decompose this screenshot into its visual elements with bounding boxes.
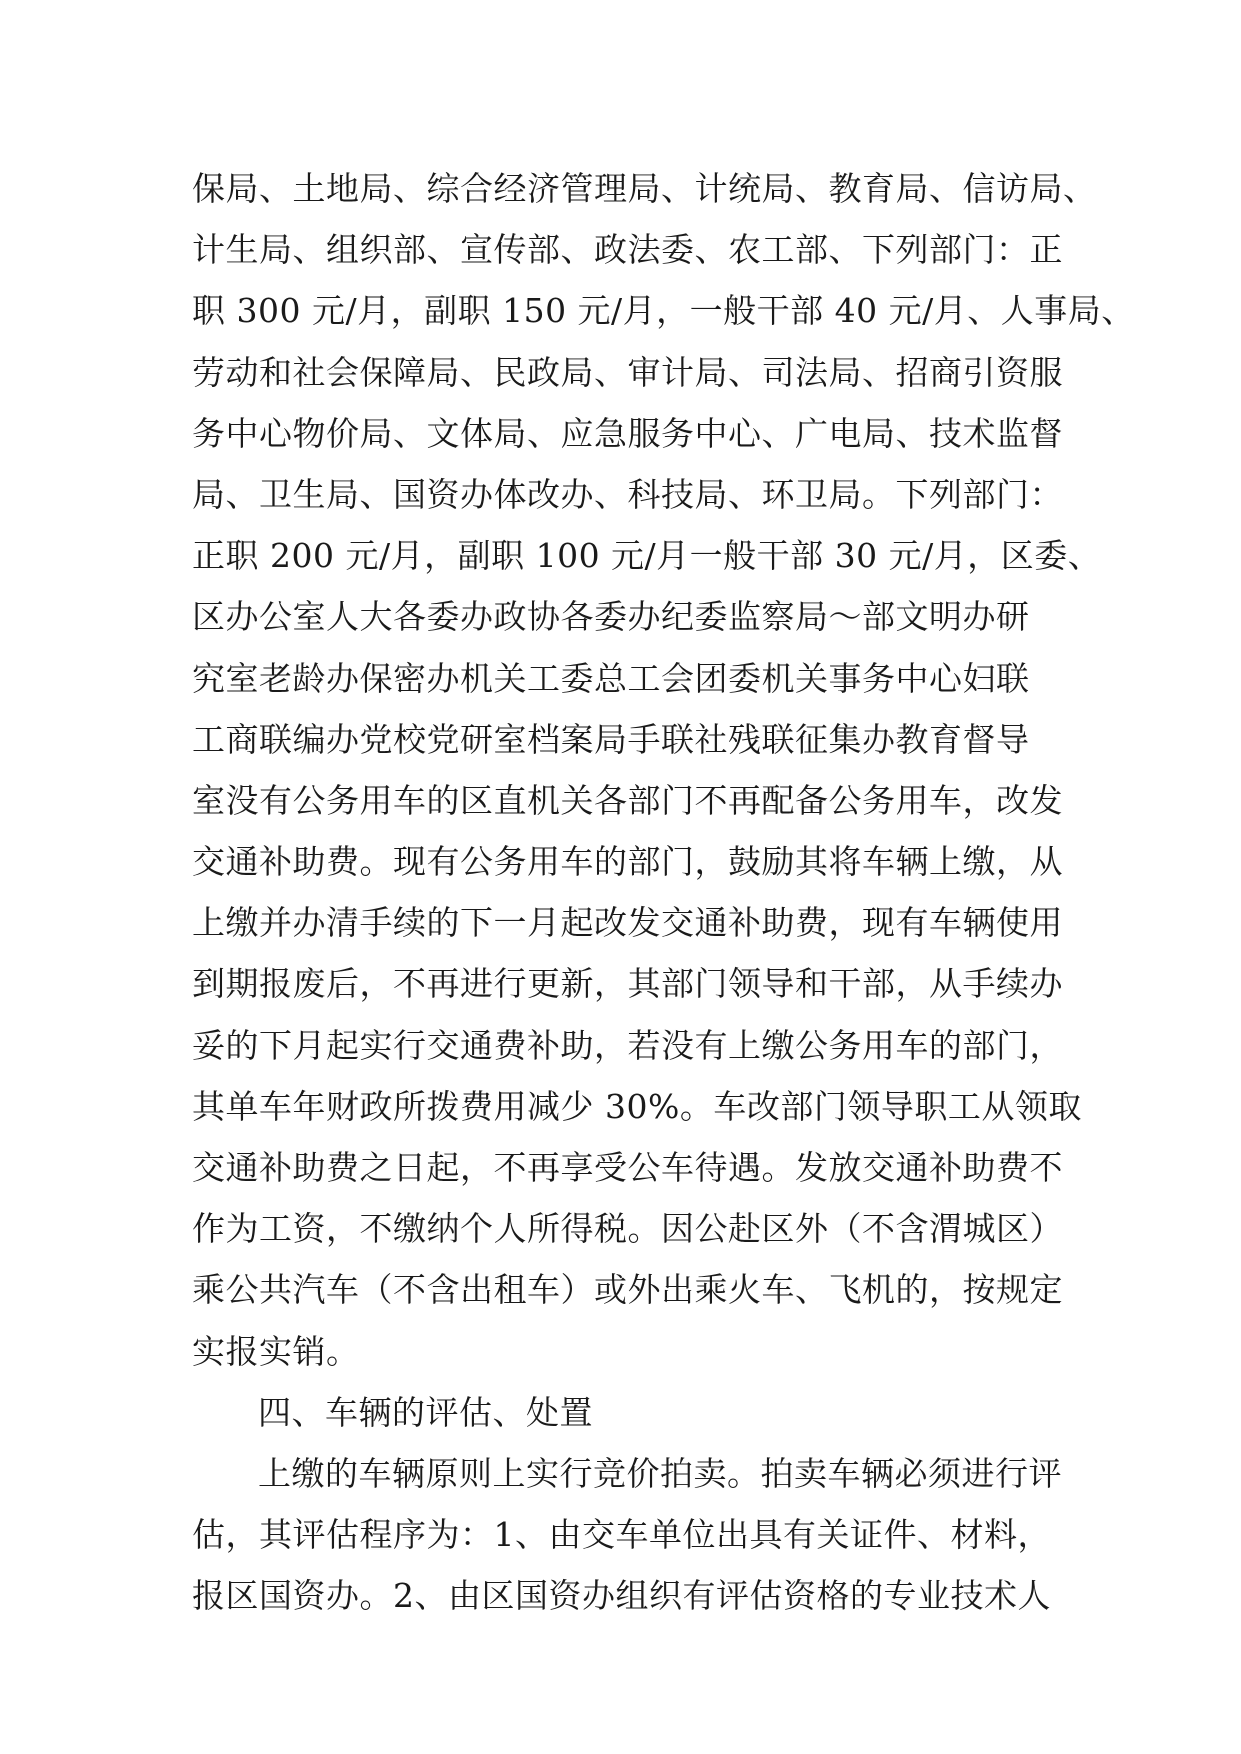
text-line: 上缴并办清手续的下一月起改发交通补助费，现有车辆使用 bbox=[192, 903, 1063, 943]
text-line: 交通补助费。现有公务用车的部门，鼓励其将车辆上缴，从 bbox=[192, 842, 1063, 882]
text-line: 报区国资办。2、由区国资办组织有评估资格的专业技术人 bbox=[192, 1576, 1051, 1616]
text-line: 正职 200 元/月，副职 100 元/月一般干部 30 元/月，区委、 bbox=[192, 536, 1102, 576]
document-body bbox=[192, 158, 1135, 1627]
text-line: 交通补助费之日起，不再享受公车待遇。发放交通补助费不 bbox=[192, 1148, 1063, 1187]
text-line: 实报实销。 bbox=[192, 1331, 360, 1371]
text-line: 工商联编办党校党研室档案局手联社残联征集办教育督导 bbox=[192, 719, 1030, 759]
text-line: 职 300 元/月，副职 150 元/月，一般干部 40 元/月、人事局、 bbox=[192, 291, 1135, 331]
text-line: 室没有公务用车的区直机关各部门不再配备公务用车，改发 bbox=[192, 780, 1063, 820]
text-line: 保局、土地局、综合经济管理局、计统局、教育局、信访局、 bbox=[192, 169, 1097, 208]
text-line: 乘公共汽车（不含出租车）或外出乘火车、飞机的，按规定 bbox=[192, 1270, 1063, 1310]
text-line: 其单车年财政所拨费用减少 30%。车改部门领导职工从领取 bbox=[192, 1086, 1082, 1126]
text-line: 务中心物价局、文体局、应急服务中心、广电局、技术监督 bbox=[192, 413, 1063, 453]
text-line: 上缴的车辆原则上实行竞价拍卖。拍卖车辆必须进行评 bbox=[258, 1453, 1062, 1493]
text-line: 区办公室人大各委办政协各委办纪委监察局～部文明办研 bbox=[192, 597, 1030, 637]
text-line: 估，其评估程序为：1、由交车单位出具有关证件、材料， bbox=[192, 1515, 1051, 1555]
text-line: 局、卫生局、国资办体改办、科技局、环卫局。下列部门： bbox=[192, 474, 1063, 514]
text-line: 究室老龄办保密办机关工委总工会团委机关事务中心妇联 bbox=[192, 658, 1030, 698]
text-line: 到期报废后，不再进行更新，其部门领导和干部，从手续办 bbox=[192, 964, 1063, 1004]
section-heading: 四、车辆的评估、处置 bbox=[258, 1392, 593, 1432]
text-line: 计生局、组织部、宣传部、政法委、农工部、下列部门：正 bbox=[192, 230, 1063, 270]
text-line: 妥的下月起实行交通费补助，若没有上缴公务用车的部门， bbox=[192, 1025, 1063, 1065]
text-line: 劳动和社会保障局、民政局、审计局、司法局、招商引资服 bbox=[192, 352, 1063, 392]
text-line: 作为工资，不缴纳个人所得税。因公赴区外（不含渭城区） bbox=[192, 1209, 1063, 1249]
